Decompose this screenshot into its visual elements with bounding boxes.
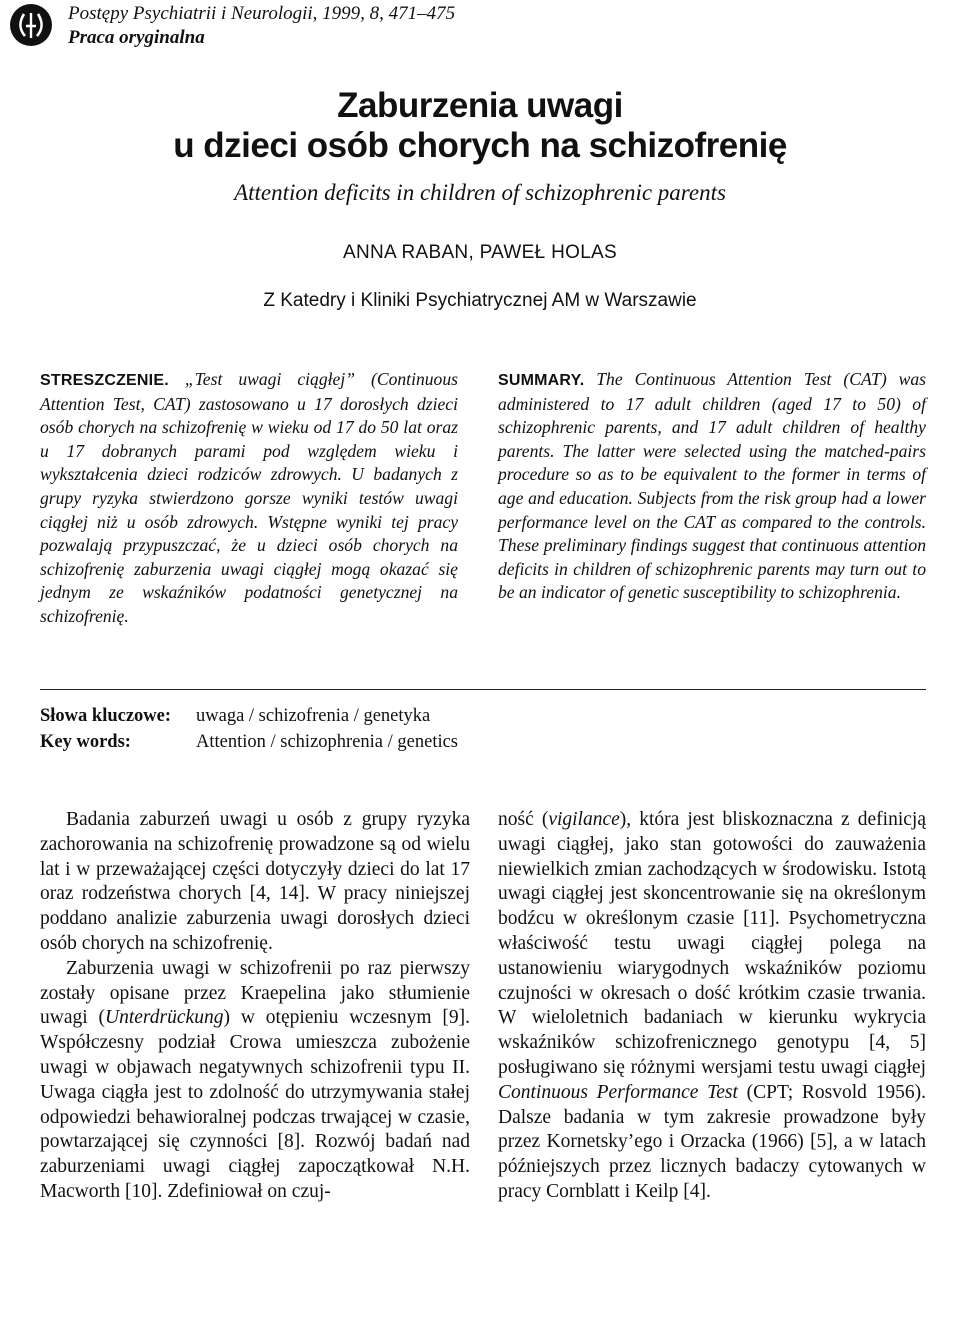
abstract-english [498, 368, 926, 605]
abstract-english-label: SUMMARY. [498, 372, 585, 389]
keywords-polish-value: uwaga / schizofrenia / genetyka [196, 706, 431, 726]
body-column-right [498, 808, 926, 1205]
term-unterdrueckung: Unterdrückung [105, 1007, 224, 1029]
journal-header [68, 2, 455, 50]
keywords-polish [40, 704, 430, 728]
body-paragraph-2-a: Zaburzenia uwagi w schizofrenii po raz pierwszy zostały opisane przez Kraepelina jako stłumienie uwagi ( [40, 957, 470, 1029]
term-vigilance: vigilance [548, 809, 620, 830]
keywords-english-label: Key words: [40, 732, 131, 752]
term-cpt: Continuous Performance Test [498, 1081, 738, 1103]
article-title-line-1: Zaburzenia uwagi [337, 86, 623, 125]
article-type: Praca oryginalna [68, 27, 205, 48]
body-paragraph-3-c: (CPT; Rosvold 1956). Dalsze badania w tym zakresie prowadzone były przez Kornetsky’ego i Orzacka (1966) [5], a w latach późniejszych przez licznych badaczy cytowanych w pracy Cornblatt i Keilp [4]. [498, 1081, 927, 1202]
body-paragraph-2 [40, 957, 470, 1205]
keywords-polish-label: Słowa kluczowe: [40, 706, 172, 726]
body-column-left [40, 808, 470, 1205]
body-paragraph-3-b: ), która jest bliskoznaczna z definicją uwagi ciągłej, jako stan gotowości do zauważenia niewielkich zmian zachodzących w środowisku. Istotą uwagi ciągłej jest skoncentrowanie się na określonym bodźcu w określonym czasie [11]. Psychometryczna właściwość testu uwagi ciągłej polega na ustanowieniu wiarygodnych wskaźników poziomu czujności w okresach o dość krótkim czasie trwania. W wieloletnich badaniach w kierunku wykrycia wskaźników schizofrenicznego genotypu [4, 5] posługiwano się różnymi wersjami testu uwagi ciągłej [498, 809, 926, 1078]
article-title [0, 86, 960, 166]
section-divider [40, 689, 926, 690]
body-paragraph-1: Badania zaburzeń uwagi u osób z grupy ryzyka zachorowania na schizofrenię prowadzone są od wielu lat i w przeważającej części dotyczyły dzieci do lat 17 oraz rodzeństwa chorych [4, 14]. W pracy niniejszej poddano analizie zaburzenia uwagi dorosłych dzieci osób chorych na schizofrenię. [40, 809, 470, 954]
body-paragraph-3 [498, 808, 926, 1205]
abstract-polish-label: STRESZCZENIE. [40, 372, 169, 389]
keywords-english-value: Attention / schizophrenia / genetics [196, 732, 459, 752]
english-title: Attention deficits in children of schizophrenic parents [234, 180, 726, 205]
abstract-polish-text: „Test uwagi ciągłej” (Continuous Attention Test, CAT) zastosowano u 17 dorosłych dzieci osób chorych na schizofrenię w wieku od 17 do 50 lat oraz u 17 dobranych parami pod względem wieku i wykształcenia dzieci rodziców zdrowych. U badanych z grupy ryzyka stwierdzono gorsze wyniki testów uwagi ciągłej niż u osób zdrowych. Wstępne wyniki tej pracy pozwalają przypuszczać, że u dzieci osób chorych na schizofrenię zaburzenia uwagi ciągłej mogą okazać się jednym ze wskaźników podatności genetycznej na schizofrenię. [40, 369, 458, 626]
abstract-polish [40, 368, 458, 629]
journal-logo-icon [8, 2, 54, 48]
journal-citation: Postępy Psychiatrii i Neurologii, 1999, 8, 471–475 [68, 3, 456, 24]
body-paragraph-2-b: ) w otępieniu wczesnym [9]. Współczesny podział Crowa umieszcza zubożenie uwagi w objawach negatywnych schizofrenii typu II. Uwaga ciągła jest to zdolność do utrzymywania stałej odpowiedzi behawioralnej podczas trwającej w czasie, powtarzającej się czynności [8]. Rozwój badań nad zaburzeniami uwagi ciągłej zapoczątkował N.H. Macworth [10]. Zdefiniował on czuj- [40, 1007, 470, 1202]
article-title-line-2: u dzieci osób chorych na schizofrenię [173, 126, 787, 165]
abstract-english-text: The Continuous Attention Test (CAT) was administered to 17 adult children (aged 17 to 50) of schizophrenic parents, and 17 adult children of healthy parents. The latter were selected using the matched-pairs procedure so as to be equivalent to the former in terms of age and education. Subjects from the risk group had a lower performance level on the CAT as compared to the controls. These preliminary findings suggest that continuous attention deficits in children of schizophrenic parents may turn out to be an indicator of genetic susceptibility to schizophrenia. [498, 369, 926, 603]
affiliation: Z Katedry i Kliniki Psychiatrycznej AM w Warszawie [263, 290, 697, 311]
keywords-english [40, 730, 458, 754]
body-paragraph-3-a: ność ( [498, 809, 549, 830]
authors: ANNA RABAN, PAWEŁ HOLAS [342, 242, 618, 263]
